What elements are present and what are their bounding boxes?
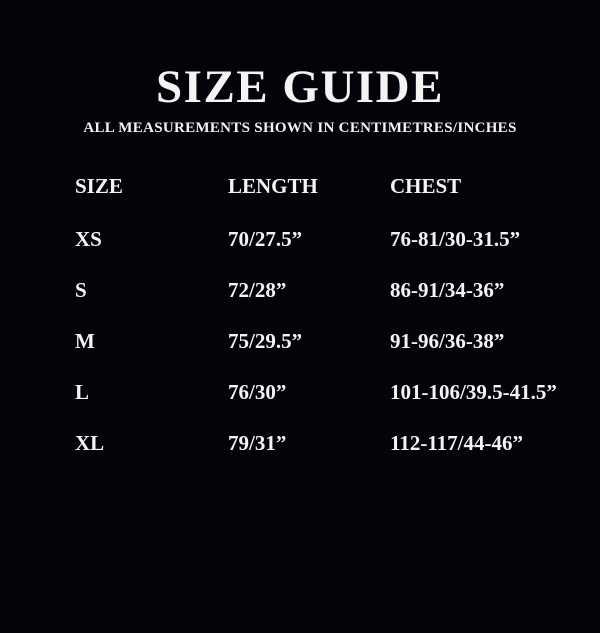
length-value: 72/28” [228,278,287,302]
length-value: 79/31” [228,431,287,455]
chest-value: 91-96/36-38” [390,329,505,353]
page-title: SIZE GUIDE [156,61,444,113]
size-label: L [75,380,90,404]
page-subtitle: ALL MEASUREMENTS SHOWN IN CENTIMETRES/INCHES [83,120,517,136]
chest-value: 86-91/34-36” [390,278,505,302]
length-value: 76/30” [228,380,287,404]
size-label: XS [75,227,102,251]
column-header-chest: CHEST [390,174,462,198]
table-row-l [0,382,600,433]
table-header-row [0,176,600,229]
column-header-size: SIZE [75,174,123,198]
size-table [0,176,600,484]
table-row-xs [0,229,600,280]
column-header-length: LENGTH [228,174,318,198]
size-label: S [75,278,87,302]
chest-value: 101-106/39.5-41.5” [390,380,557,404]
size-label: XL [75,431,105,455]
length-value: 75/29.5” [228,329,303,353]
size-label: M [75,329,95,353]
length-value: 70/27.5” [228,227,303,251]
table-row-m [0,331,600,382]
table-row-xl [0,433,600,484]
chest-value: 76-81/30-31.5” [390,227,521,251]
chest-value: 112-117/44-46” [390,431,524,455]
table-row-s [0,280,600,331]
